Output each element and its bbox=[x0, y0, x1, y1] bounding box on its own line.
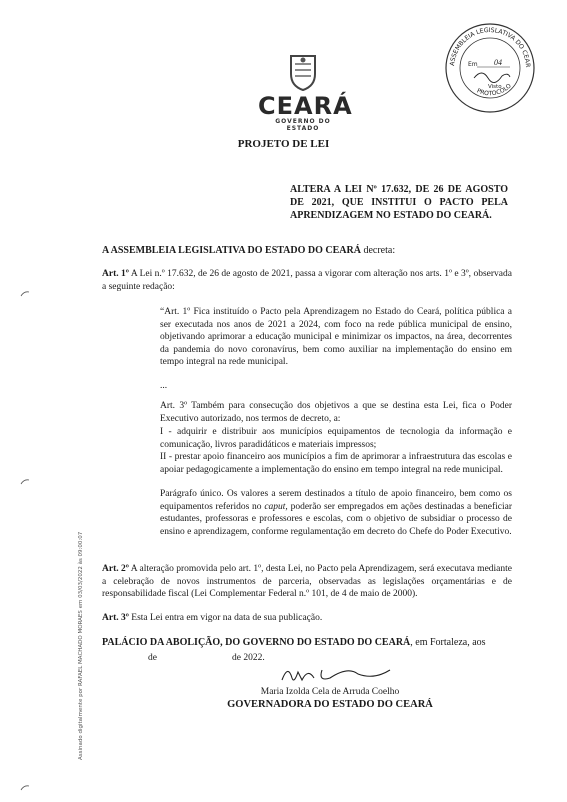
article-2 bbox=[102, 563, 512, 601]
logo-wordmark: CEARÁ bbox=[258, 92, 353, 120]
quote-item-ii: II - prestar apoio financeiro aos municípios a fim de aprimorar a infraestrutura das escolas e apoiar pedagogicamente a implementação do ensino em tempo integral na rede municipal. bbox=[160, 452, 512, 475]
closing-bold: PALÁCIO DA ABOLIÇÃO, DO GOVERNO DO ESTADO DO CEARÁ bbox=[102, 637, 411, 648]
article-3-label: Art. 3º bbox=[102, 613, 129, 623]
closing-date-de: de bbox=[148, 653, 157, 663]
decree-rest: decreta: bbox=[360, 245, 396, 256]
logo-subtitle: GOVERNO DO ESTADO bbox=[275, 118, 331, 132]
quote-ellipsis: ... bbox=[160, 381, 168, 391]
stamp-bottom-text: PROTOCOLO bbox=[475, 82, 513, 98]
signatory-role: GOVERNADORA DO ESTADO DO CEARÁ bbox=[227, 699, 433, 710]
decree-bold: A ASSEMBLEIA LEGISLATIVA DO ESTADO DO CEARÁ bbox=[102, 245, 361, 256]
closing-line bbox=[102, 637, 512, 650]
stamp-visto-label: Visto bbox=[488, 84, 502, 90]
stamp-ring-text: ASSEMBLEIA LEGISLATIVA DO CEAR bbox=[449, 26, 532, 68]
ceara-logo bbox=[258, 52, 353, 132]
paragrafo-caput: caput, bbox=[264, 501, 288, 512]
article-1-text: A Lei n.º 17.632, de 26 de agosto de 2021, passa a vigorar com alteração nos arts. 1º e 3º, observada a seguinte redação: bbox=[102, 269, 512, 292]
article-3-text: Esta Lei entra em vigor na data de sua publicação. bbox=[128, 613, 323, 623]
stamp-date-value: 04 bbox=[494, 58, 502, 67]
margin-mark bbox=[20, 478, 30, 486]
coat-of-arms-icon bbox=[283, 52, 323, 92]
article-1 bbox=[102, 268, 512, 293]
digital-signature-note bbox=[78, 531, 88, 760]
digital-signature-text: Assinado digitalmente por RAFAEL MACHADO MORAES em 03/03/2022 às 09:00:07 bbox=[78, 531, 84, 760]
article-2-label: Art. 2º bbox=[102, 564, 129, 574]
paragrafo-part-a: Parágrafo único. Os valores a serem destinados a título de apoio financeiro, bem como os equipamentos referidos no bbox=[160, 489, 512, 512]
stamp-date-label: Em bbox=[468, 61, 478, 68]
signatory-name: Maria Izolda Cela de Arruda Coelho bbox=[260, 687, 400, 697]
margin-mark bbox=[20, 290, 30, 298]
paragrafo-part-b: poderão ser empregados em ações destinadas a beneficiar estudantes, professoras e professores e escolas, com o objetivo de subsidiar o processo de ensino e aprendizagem, conforme regulamentação em decreto do Chefe do Poder Executivo. bbox=[160, 501, 512, 537]
margin-mark bbox=[20, 784, 30, 792]
article-1-label: Art. 1º bbox=[102, 269, 129, 279]
article-3 bbox=[102, 612, 512, 625]
svg-text:ASSEMBLEIA LEGISLATIVA DO CEAR bbox=[444, 22, 531, 68]
quote-paragrafo-unico bbox=[160, 488, 512, 538]
doc-type-title: PROJETO DE LEI bbox=[237, 138, 330, 150]
decree-line bbox=[102, 245, 522, 258]
stamp-initials bbox=[474, 73, 510, 83]
protocol-stamp bbox=[444, 22, 536, 114]
closing-date-year: de 2022. bbox=[232, 653, 265, 663]
quote-art3: Art. 3º Também para consecução dos objetivos a que se destina esta Lei, fica o Poder Executivo autorizado, nos termos de decreto, a: bbox=[160, 401, 512, 424]
quote-art1: “Art. 1º Fica instituído o Pacto pela Aprendizagem no Estado do Ceará, política pública a ser executada nos anos de 2021 a 2024, com foco na rede pública municipal de ensino, objetivando aprimorar a educação municipal e minimizar os impactos, na área, decorrentes da pandemia do novo coronavírus, bem como auxiliar na implementação do ensino em tempo integral na rede municipal. bbox=[160, 307, 512, 367]
ementa: ALTERA A LEI Nº 17.632, DE 26 DE AGOSTO DE 2021, QUE INSTITUI O PACTO PELA APRENDIZAGEM NO ESTADO DO CEARÁ. bbox=[290, 184, 508, 221]
signature-scribble bbox=[278, 660, 398, 688]
article-2-text: A alteração promovida pelo art. 1º, desta Lei, no Pacto pela Aprendizagem, será executava mediante a celebração de novos instrumentos de parceria, observadas as legislações orçamentárias e de responsabilidade fiscal (Lei Complementar Federal n.º 101, de 4 de maio de 2000). bbox=[102, 564, 512, 599]
closing-rest: , em Fortaleza, aos bbox=[410, 637, 486, 648]
quote-item-i: I - adquirir e distribuir aos municípios equipamentos de tecnologia da informação e comunicação, livros paradidáticos e materiais impressos; bbox=[160, 427, 512, 450]
